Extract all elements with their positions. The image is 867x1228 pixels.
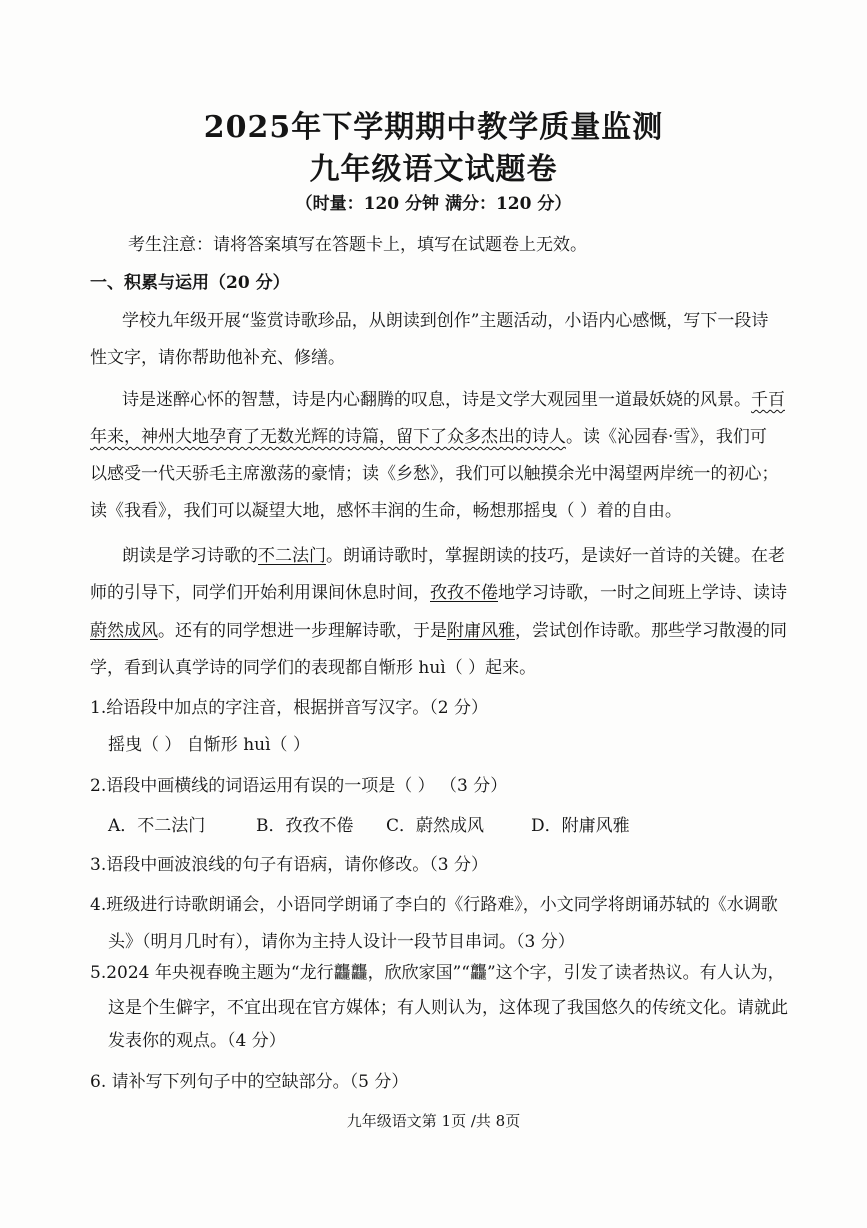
option-a: A．不二法门 <box>108 816 206 836</box>
exam-subtitle: 九年级语文试题卷 <box>309 152 558 187</box>
intro-text: 学校九年级开展“鉴赏诗歌珍品，从朗读到创作”主题活动，小语内心感慨，写下一段诗 <box>122 311 769 331</box>
paragraph-line <box>122 545 785 567</box>
section-heading: 一、积累与运用（20 分） <box>90 273 290 293</box>
paragraph-text: 。还有的同学想进一步理解诗歌，于是 <box>158 621 447 641</box>
wavy-sentence: 千百 <box>751 390 785 410</box>
question-4: 4.班级进行诗歌朗诵会，小语同学朗诵了李白的《行路难》，小文同学将朗诵苏轼的《水调歌 <box>90 895 778 915</box>
wavy-sentence: 年来，神州大地孕育了无数光辉的诗篇，留下了众多杰出的诗人 <box>90 427 566 447</box>
paragraph-text: 诗是迷醉心怀的智慧，诗是内心翻腾的叹息，诗是文学大观园里一道最妖娆的风景。 <box>122 390 751 410</box>
exam-title: 2025年下学期期中教学质量监测 <box>203 110 664 145</box>
exam-notice: 考生注意：请将答案填写在答题卡上，填写在试题卷上无效。 <box>128 235 587 255</box>
question-4: 头》（明月几时有），请你为主持人设计一段节目串词。（3 分） <box>108 932 575 952</box>
paragraph-line <box>90 620 787 642</box>
paragraph-text: 。读《沁园春·雪》，我们可 <box>566 427 767 447</box>
paragraph-line <box>90 426 767 448</box>
page-footer: 九年级语文第 1页 /共 8页 <box>346 1112 521 1130</box>
question-2: 2.语段中画横线的词语运用有误的一项是（ ） （3 分） <box>90 776 508 796</box>
time-score-info: （时量：120 分钟 满分：120 分） <box>295 194 572 214</box>
paragraph-line: 以感受一代天骄毛主席激荡的豪情；读《乡愁》，我们可以触摸余光中渴望两岸统一的初心； <box>90 464 779 484</box>
intro-text: 性文字，请你帮助他补充、修缮。 <box>90 348 345 368</box>
paragraph-line <box>122 389 785 411</box>
question-5: 5.2024 年央视春晚主题为“龙行龘龘，欣欣家国”“龘”这个字，引发了读者热议。有人认为， <box>90 963 785 983</box>
paragraph-line <box>90 582 787 604</box>
paragraph-text: 师的引导下，同学们开始利用课间休息时间， <box>90 583 430 603</box>
option-c: C．蔚然成风 <box>386 816 485 836</box>
question-5: 发表你的观点。（4 分） <box>108 1031 286 1051</box>
underlined-word: 附庸风雅 <box>447 621 515 641</box>
question-1: 1.给语段中加点的字注音，根据拼音写汉字。（2 分） <box>90 698 488 718</box>
paragraph-text: 。朗诵诗歌时，掌握朗读的技巧，是读好一首诗的关键。在老 <box>326 546 785 566</box>
underlined-word: 蔚然成风 <box>90 621 158 641</box>
question-6: 6. 请补写下列句子中的空缺部分。（5 分） <box>90 1072 409 1092</box>
paragraph-line: 学，看到认真学诗的同学们的表现都自惭形 huì（ ）起来。 <box>90 658 537 678</box>
question-3: 3.语段中画波浪线的句子有语病，请你修改。（3 分） <box>90 855 488 875</box>
option-b: B．孜孜不倦 <box>256 816 354 836</box>
paragraph-text: ，尝试创作诗歌。那些学习散漫的同 <box>515 621 787 641</box>
paragraph-line: 读《我看》，我们可以凝望大地，感怀丰润的生命，畅想那摇曳（ ）着的自由。 <box>90 501 682 521</box>
question-1-answers: 摇曳（ ） 自惭形 huì（ ） <box>108 735 310 755</box>
underlined-word: 孜孜不倦 <box>430 583 498 603</box>
question-2-options <box>108 815 630 837</box>
paragraph-text: 朗读是学习诗歌的 <box>122 546 258 566</box>
option-d: D．附庸风雅 <box>531 816 630 836</box>
underlined-word: 不二法门 <box>258 546 326 566</box>
question-5: 这是个生僻字，不宜出现在官方媒体；有人则认为，这体现了我国悠久的传统文化。请就此 <box>108 998 788 1018</box>
paragraph-text: 地学习诗歌，一时之间班上学诗、读诗 <box>498 583 787 603</box>
